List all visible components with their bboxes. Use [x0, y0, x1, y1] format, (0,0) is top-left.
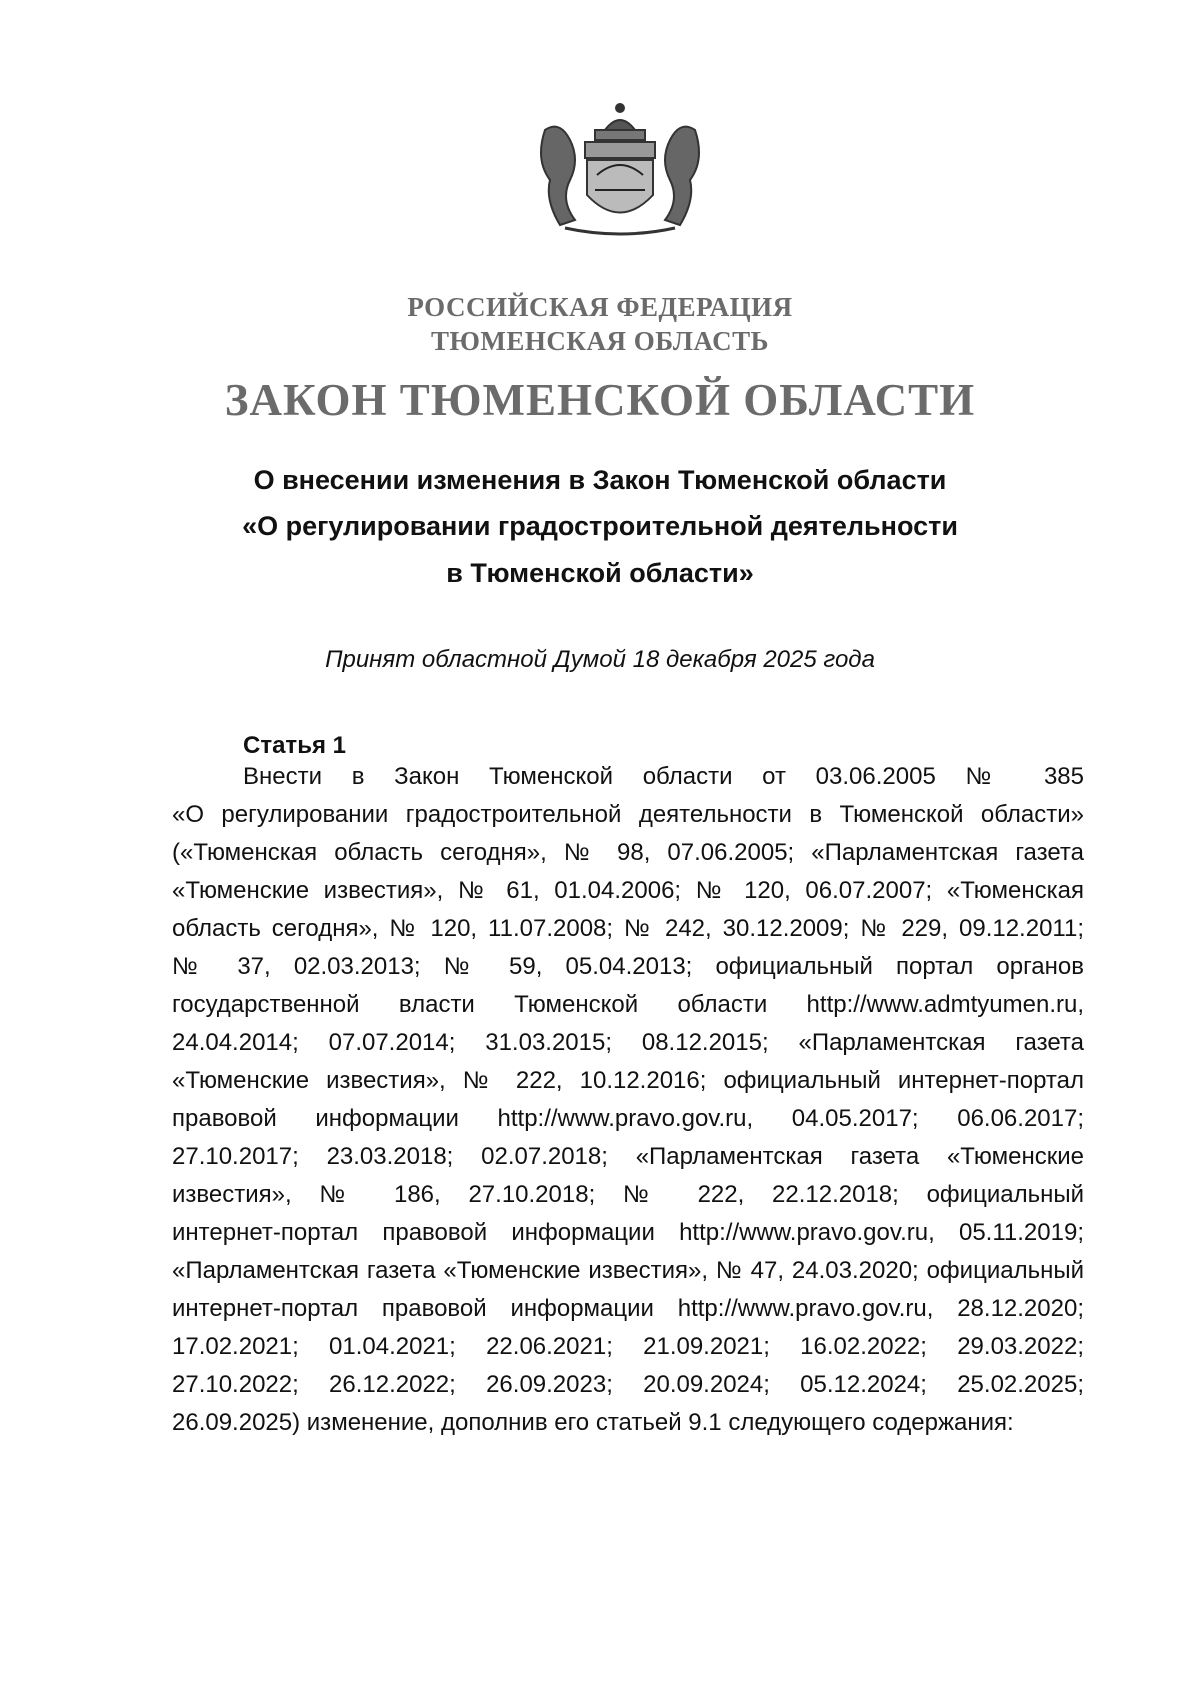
- article-text-line: № 37, 02.03.2013; № 59, 05.04.2013; официальный портал органов: [172, 953, 1084, 980]
- law-title-line-3: в Тюменской области»: [446, 558, 754, 588]
- article-text-line: известия», № 186, 27.10.2018; № 222, 22.12.2018; официальный: [172, 1181, 1084, 1208]
- article-text-line: 27.10.2022; 26.12.2022; 26.09.2023; 20.09.2024; 05.12.2024; 25.02.2025;: [172, 1371, 1084, 1398]
- article-text-line: 17.02.2021; 01.04.2021; 22.06.2021; 21.09.2021; 16.02.2022; 29.03.2022;: [172, 1333, 1084, 1360]
- article-text-line: интернет-портал правовой информации http://www.pravo.gov.ru, 05.11.2019;: [172, 1219, 1084, 1246]
- article-text-line: 27.10.2017; 23.03.2018; 02.07.2018; «Парламентская газета «Тюменские: [172, 1143, 1084, 1170]
- article-text-line: правовой информации http://www.pravo.gov.ru, 04.05.2017; 06.06.2017;: [172, 1105, 1084, 1132]
- article-text-line: 26.09.2025) изменение, дополнив его статьей 9.1 следующего содержания:: [172, 1409, 1014, 1436]
- law-title-line-2: «О регулировании градостроительной деятельности: [242, 511, 958, 541]
- article-text-line: «О регулировании градостроительной деятельности в Тюменской области»: [172, 801, 1084, 828]
- article-text-line: 24.04.2014; 07.07.2014; 31.03.2015; 08.12.2015; «Парламентская газета: [172, 1029, 1084, 1056]
- article-text-line: государственной власти Тюменской области http://www.admtyumen.ru,: [172, 991, 1084, 1018]
- document-type-heading: ЗАКОН ТЮМЕНСКОЙ ОБЛАСТИ: [224, 375, 976, 425]
- article-text-line: интернет-портал правовой информации http://www.pravo.gov.ru, 28.12.2020;: [172, 1295, 1084, 1322]
- article-text-line: область сегодня», № 120, 11.07.2008; № 242, 30.12.2009; № 229, 09.12.2011;: [172, 915, 1084, 942]
- article-heading: Статья 1: [243, 732, 346, 759]
- country-heading: РОССИЙСКАЯ ФЕДЕРАЦИЯ: [407, 292, 793, 322]
- article-text-line: «Тюменские известия», № 222, 10.12.2016; официальный интернет-портал: [172, 1067, 1084, 1094]
- article-text-line: «Тюменские известия», № 61, 01.04.2006; № 120, 06.07.2007; «Тюменская: [172, 877, 1084, 904]
- law-title-line-1: О внесении изменения в Закон Тюменской области: [253, 465, 947, 495]
- adoption-date: Принят областной Думой 18 декабря 2025 года: [325, 646, 875, 673]
- coat-of-arms-emblem: [525, 100, 715, 240]
- article-text-line: («Тюменская область сегодня», № 98, 07.06.2005; «Парламентская газета: [172, 839, 1084, 866]
- article-text-line: Внести в Закон Тюменской области от 03.06.2005 № 385: [243, 763, 1084, 790]
- region-heading: ТЮМЕНСКАЯ ОБЛАСТЬ: [430, 326, 770, 356]
- article-text-line: «Парламентская газета «Тюменские известия», № 47, 24.03.2020; официальный: [172, 1257, 1084, 1284]
